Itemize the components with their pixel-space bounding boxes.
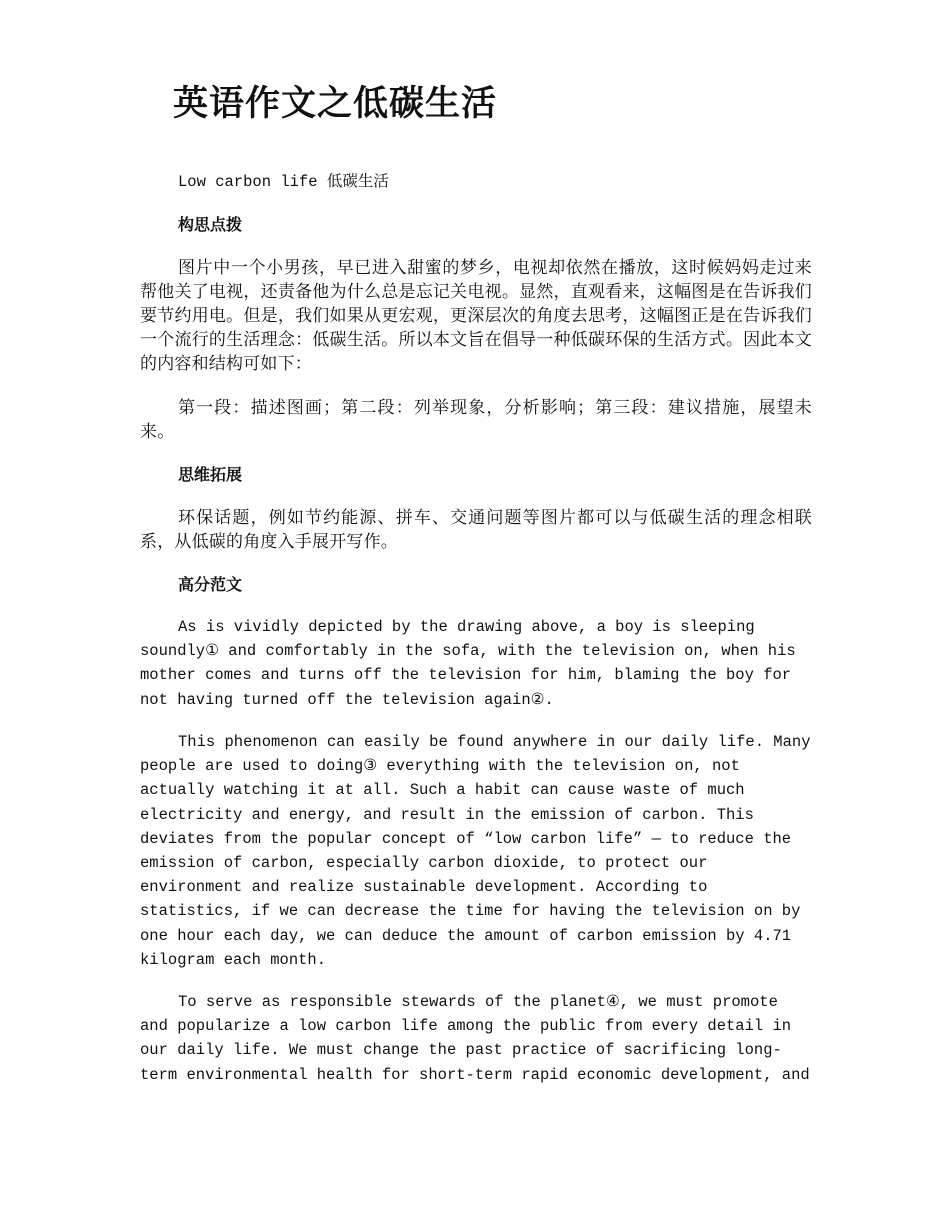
essay-paragraph-3: To serve as responsible stewards of the planet④, we must promote and popularize a low carbon life among the public from every detail in our daily life. We must change the past practice of sacrificing long-term environmental health for short-term rapid economic development, and bbox=[140, 993, 810, 1084]
idea-paragraph-2: 第一段：描述图画；第二段：列举现象，分析影响；第三段：建议措施，展望未来。 bbox=[140, 398, 812, 442]
essay-paragraph-2: This phenomenon can easily be found anywhere in our daily life. Many people are used to doing③ everything with the television on, not actually watching it at all. Such a habit can cause waste of much electricity and energy, and result in the emission of carbon. This deviates from the popular concept of “low carbon life” — to reduce the emission of carbon, especially carbon dioxide, to protect our environment and realize sustainable development. According to statistics, if we can decrease the time for having the television on by one hour each day, we can deduce the amount of carbon emission by 4.71 kilogram each month. bbox=[140, 733, 820, 969]
expand-paragraph: 环保话题，例如节约能源、拼车、交通问题等图片都可以与低碳生活的理念相联系，从低碳的角度入手展开写作。 bbox=[140, 508, 812, 552]
expand-heading: 思维拓展 bbox=[178, 465, 243, 484]
idea-paragraph-1: 图片中一个小男孩，早已进入甜蜜的梦乡，电视却依然在播放，这时候妈妈走过来帮他关了电视，还责备他为什么总是忘记关电视。显然，直观看来，这幅图是在告诉我们要节约用电。但是，我们如果从更宏观，更深层次的角度去思考，这幅图正是在告诉我们一个流行的生活理念：低碳生活。所以本文旨在倡导一种低碳环保的生活方式。因此本文的内容和结构可如下： bbox=[140, 258, 812, 374]
idea-heading: 构思点拨 bbox=[178, 215, 243, 234]
document-subtitle: Low carbon life 低碳生活 bbox=[178, 173, 389, 191]
document-title: 英语作文之低碳生活 bbox=[172, 83, 497, 124]
essay-heading: 高分范文 bbox=[178, 575, 243, 594]
essay-paragraph-1: As is vividly depicted by the drawing above, a boy is sleeping soundly① and comfortably in the sofa, with the television on, when his mother comes and turns off the television for him, blaming the boy for not having turned off the television again②. bbox=[140, 618, 806, 709]
